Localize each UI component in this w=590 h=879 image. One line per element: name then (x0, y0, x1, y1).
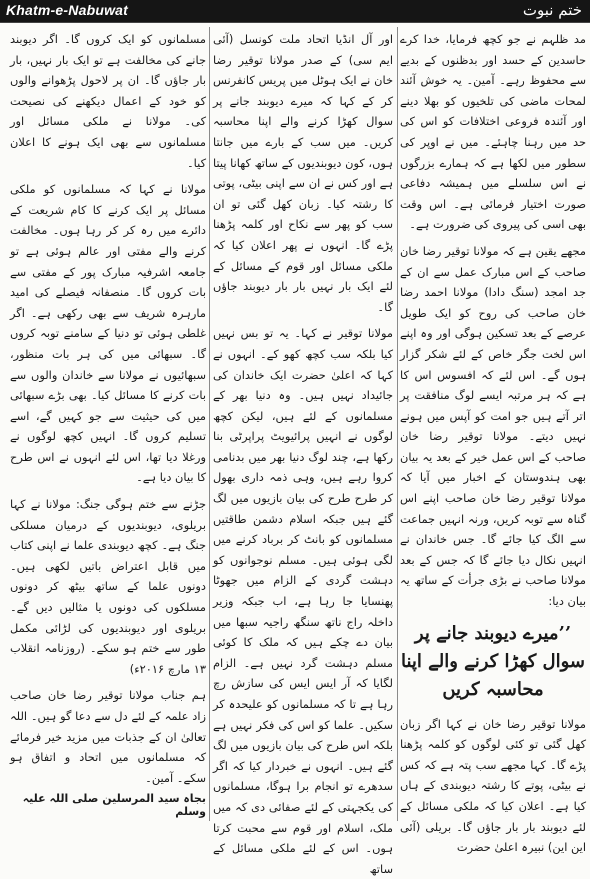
masthead (0, 0, 590, 22)
brand-title-en: Khatm-e-Nabuwat (6, 2, 129, 18)
column-divider (209, 27, 210, 821)
paragraph: اور آل انڈیا اتحاد ملت کونسل (آئی ایم سی) کے صدر مولانا توقیر رضا خان نے ایک ہوٹل میں پریس کانفرنس کر کے کہا کہ میرے دیوبند جانے پر سوال کھڑا کرنے والے اپنا محاسبہ کریں۔ میں سب کے بارے میں جانتا ہوں، کون دیوبندیوں کے ساتھ کھانا پیتا ہے اور کس نے ان سے اپنی بیٹی، پوتی کا رشتہ کیا۔ زبان کھل گئی تو ان سب کو پھر سے نکاح اور کلمہ پڑھنا پڑے گا۔ انہوں نے پھر اعلان کیا کہ ملکی مسائل اور قوم کے مسائل کے لئے ایک بار نہیں بار بار دیوبند جاؤں گا۔ (213, 32, 393, 314)
paragraph: ہم جناب مولانا توقیر رضا خان صاحب زاد علمہ کے لئے دل سے دعا گو ہیں۔ اللہ تعالیٰ ان کے جذبات میں مزید خیر فرمائے کہ مسلمانوں میں اتحاد و اتفاق ہو سکے۔ آمین۔ (10, 688, 206, 785)
middle-column (213, 29, 393, 876)
brand-title-ur: ختم نبوت (522, 1, 582, 19)
paragraph: مولانا نے کہا کہ مسلمانوں کو ملکی مسائل پر ایک کرنے کا کام شریعت کے دائرے میں رہ کر کر رہا ہوں۔ مخالفت کرنے والے مفتی اور عالم ہوئی ہے تو جامعہ اشرفیہ مبارک پور کے مفتی سے بات کروں گا۔ منصفانہ فیصلے کی امید مارہرہ شریف سے بھی رکھی ہے۔ اگر غلطی ہوئی تو دنیا کے سامنے توبہ کروں گا۔ سبھائی میں کی ہر بات منظور، سبھائیوں نے مولانا سے خاندان والوں سے بات کرنے کا مسائل کیا۔ بھی بڑے سبھائی میں کی حیثیت سے جو کہیں گے، اسے تسلیم کروں گا۔ انہیں کچھ لوگوں نے ورغلا دیا تھا، اس لئے انہوں نے اس طرح کا بیان دیا ہے۔ (10, 182, 206, 485)
paragraph: مولانا توقیر نے کہا۔ یہ تو بس نہیں کیا بلکہ سب کچھ کھو کے۔ انہوں نے کہا کہ اعلیٰ حضرت ایک خاندان کی جائیداد نہیں ہیں۔ وہ دنیا بھر کے مسلمانوں کے لئے ہیں، لیکن کچھ لوگوں نے انہیں پرائیویٹ پراپرٹی بنا رکھا ہے، چند لوگ دنیا بھر میں بدنامی کروا رہے ہیں، وہی ذمہ داری بھول کر طرح طرح کی بیان بازیوں میں لگ گئے ہیں جبکہ اسلام دشمن طاقتیں مسلمانوں کو بانٹ کر برباد کرنے میں لگی ہوئی ہیں۔ مسلم نوجوانوں کو دہشت گردی کے الزام میں جھوٹا پھنسایا جا رہا ہے، اب جبکہ وزیر داخلہ راج ناتھ سنگھ راجیہ سبھا میں بیان دے چکے ہیں کہ ملک کا کوئی مسلم دہشت گرد نہیں ہے۔ الزام لگایا کہ آر ایس ایس کی سازش رچ رہا ہے تا کہ مسلمانوں کو علیحدہ کر سکیں۔ علما کو اس کی فکر نہیں ہے بلکہ اس طرح کی بیان بازیوں میں لگ گئے ہیں۔ انہوں نے خبردار کیا کہ اگر سدھرے تو انجام برا ہوگا، مسلمانوں کی یکجہتی کے لئے صفائی دی کہ میں ملک، اسلام اور قوم سے محبت کرتا ہوں۔ اس کے لئے ملکی مسائل کے ساتھ (213, 326, 393, 876)
left-column (10, 29, 206, 819)
column-divider (397, 27, 398, 821)
closing-blessing: بجاہ سید المرسلین صلی اللہ علیہ وسلم (22, 792, 206, 818)
paragraph: مولانا توقیر رضا خان نے کہا اگر زبان کھل گئی تو کئی لوگوں کو کلمہ پڑھنا پڑے گا۔ کہا مجھے سب پتہ ہے کہ کس نے بیٹی، پوتے کا رشتہ دیوبندی کے ہاں کیا ہے۔ اعلان کیا کہ ملکی مسائل کے لئے دیوبند بار بار جاؤں گا۔ بریلی (آئی این این) نبیرہ اعلیٰ حضرت (400, 716, 586, 855)
paragraph: جڑنے سے ختم ہوگی جنگ: مولانا نے کہا بریلوی، دیوبندیوں کے درمیان مسلکی جنگ ہے۔ کچھ دیوبندی علما نے اپنی کتاب میں قابل اعتراض باتیں لکھی ہیں۔ دونوں علما کے ساتھ بیٹھ کر دونوں مسلکوں کی دونوں یا مثالیں دیں گے۔ بریلوی اور دیوبندیوں کی لڑائی مکمل طور سے ختم ہو سکے۔ (روزنامہ انقلاب ۱۳ مارچ ۲۰۱۶ء) (10, 497, 206, 676)
section-heading: ’’میرے دیوبند جانے پر سوال کھڑا کرنے والے اپنا محاسبہ کریں (400, 622, 586, 700)
paragraph: مجھے یقین ہے کہ مولانا توقیر رضا خان صاحب کے اس مبارک عمل سے ان کے جد امجد (سنگ دادا) مولانا احمد رضا خان صاحب کی روح کو ایک طویل عرصے کے بعد تسکین ہوگی اور وہ اپنے اس لخت جگر خاص کے لئے شکر گزار ہوں گے۔ اس لئے کہ افسوس اس کا ہے کہ ہر مرتبہ ایسے لوگ منافقت پر اتر آتے ہیں جو امت کو آپس میں ہونے نہیں دیتے۔ مولانا توقیر رضا خان صاحب کے اس عمل خیر کے بعد یہ بیان بھی ہندوستان کے اخبار میں آیا کہ مولانا توقیر رضا خان صاحب اپنے اس گناہ سے توبہ کریں، ورنہ انہیں جماعت سے الگ کیا جائے گا۔ جس خاندان نے انہیں نکال دیا جائے گا کہ جس کے بعد مولانا صاحب نے بڑی جرأت کے ساتھ یہ بیان دیا: (400, 243, 586, 609)
paragraph: مد ظلہم نے جو کچھ فرمایا، خدا کرے حاسدین کے حسد اور بدظنوں کے بدیے سے محفوظ رہے۔ آمین۔ یہ خوش آئند لمحات ماضی کی تلخیوں کو بھلا دینے اور آئندہ فروعی اختلافات کو اس کی حد میں رہنا چاہئے۔ میں نے اوپر کی سطور میں لکھا ہے کہ ہمارے بزرگوں نے اس سلسلے میں ہمیشہ دفاعی صورت اختیار فرمائی ہے۔ اس وقت بھی اسی کی پیروی کی ضرورت ہے۔ (400, 32, 586, 232)
paragraph: مسلمانوں کو ایک کروں گا۔ اگر دیوبند جانے کی مخالفت ہے تو ایک بار نہیں، بار بار جاؤں گا۔ ان پر لاحول پڑھوانے والوں کو خود کے اعمال دیکھنے کی نصیحت کی۔ مولانا نے ملکی مسائل اور مسلمانوں سے بھی ایک ہونے کا اعلان کیا۔ (10, 32, 206, 170)
article-page (0, 22, 590, 876)
right-column (400, 29, 586, 855)
